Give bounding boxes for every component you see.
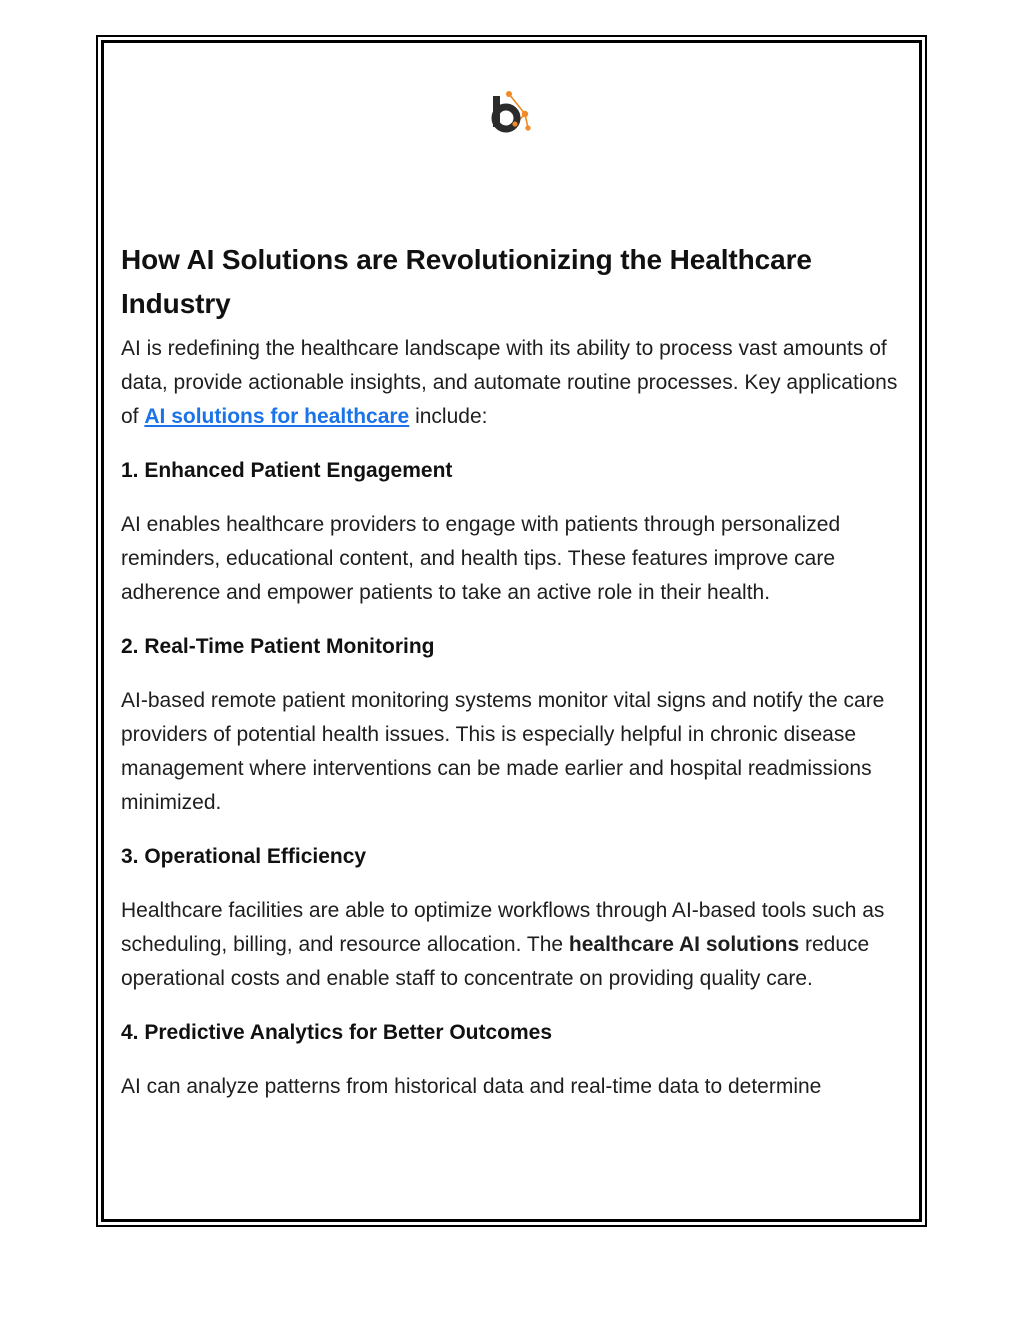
article-title: How AI Solutions are Revolutionizing the Healthcare Industry: [121, 244, 812, 319]
bold-phrase: healthcare AI solutions: [568, 933, 800, 956]
article-content: [121, 238, 911, 1104]
intro-text-end: include:: [409, 405, 488, 428]
section-body-text-end: reduce operational costs and enable staff to concentrate on providing quality care.: [121, 933, 870, 990]
section-body: AI-based remote patient monitoring systems monitor vital signs and notify the care providers of potential health issues. This is especially helpful in chronic disease management where interventions can be made earlier and hospital readmissions minimized.: [121, 689, 885, 814]
section-body: AI enables healthcare providers to engage with patients through personalized reminders, educational content, and health tips. These features improve care adherence and empower patients to take an active role in their health.: [121, 513, 841, 604]
brand-logo: [489, 88, 531, 134]
section-body-text: Healthcare facilities are able to optimize workflows through AI-based tools such as scheduling, billing, and resource allocation. The: [121, 899, 885, 956]
section-body: AI can analyze patterns from historical data and real-time data to determine: [121, 1075, 822, 1098]
section-heading: 1. Enhanced Patient Engagement: [121, 459, 453, 482]
section-body: [121, 894, 911, 996]
intro-text: AI is redefining the healthcare landscape with its ability to process vast amounts of data, provide actionable insights, and automate routine processes. Key applications of: [121, 337, 898, 428]
section-heading: 3. Operational Efficiency: [121, 845, 367, 868]
intro-paragraph: [121, 332, 911, 434]
ai-solutions-link[interactable]: AI solutions for healthcare: [144, 405, 410, 428]
section-heading: 4. Predictive Analytics for Better Outcomes: [121, 1021, 553, 1044]
section-heading: 2. Real-Time Patient Monitoring: [121, 635, 435, 658]
